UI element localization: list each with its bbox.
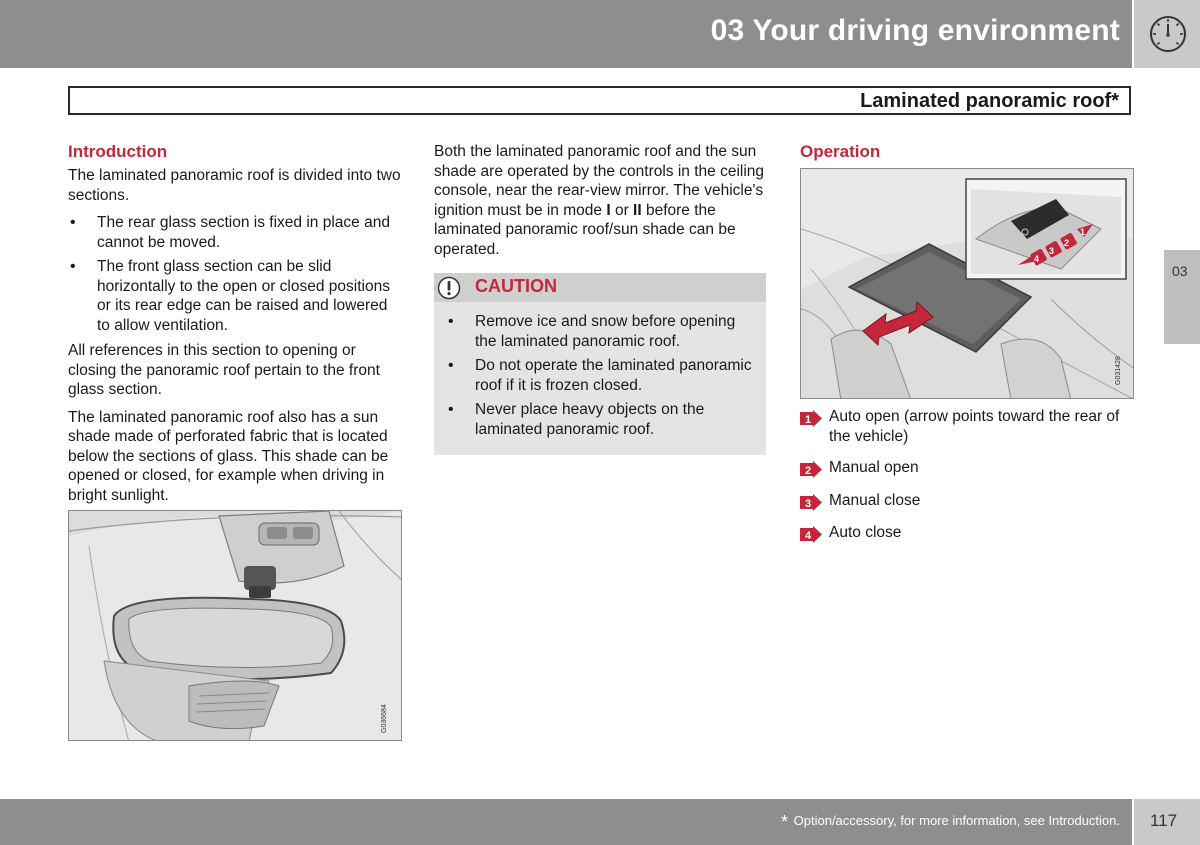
chapter-side-tab	[1164, 250, 1200, 344]
controls-column	[434, 142, 766, 455]
intro-paragraph: The laminated panoramic roof is divided into two sections.	[68, 167, 401, 204]
caution-header	[434, 273, 766, 302]
speedometer-icon	[1148, 14, 1188, 54]
list-item: • The front glass section can be slid horizontally to the open or closed positions or its rear edge can be raised and lowered to allow ventilation.	[68, 257, 404, 335]
rear-view-mirror-illustration	[68, 510, 402, 741]
list-item: • Never place heavy objects on the laminated panoramic roof.	[446, 400, 754, 439]
references-paragraph: All references in this section to opening or closing the panoramic roof pertain to the front glass section.	[68, 342, 380, 398]
caution-box	[434, 273, 766, 455]
figure-marker: 2	[1064, 238, 1070, 248]
figure-code: G036684	[381, 704, 388, 733]
page-number-box	[1134, 799, 1200, 845]
footnote-text: Option/accessory, for more information, see Introduction.	[793, 813, 1120, 828]
roof-drawing	[801, 169, 1134, 399]
footer-bar	[0, 799, 1132, 845]
legend-text: Manual open	[829, 459, 919, 476]
intro-bullet-list	[68, 213, 404, 335]
controls-text-end: before the laminated panoramic roof/sun shade can be operated.	[434, 201, 736, 258]
chapter-tab-label: 03	[1172, 263, 1188, 279]
legend-number: 4	[805, 530, 812, 542]
controls-text-start: Both the laminated panoramic roof and the sun shade are operated by the controls in the ceiling console, near the rear-view mirror. The vehicle's ignition must be in mode	[434, 143, 765, 219]
footnote	[781, 812, 1120, 833]
figure-code: G031428	[1115, 356, 1122, 385]
mirror-drawing	[69, 511, 402, 741]
figure-marker: 1	[1080, 227, 1086, 237]
section-title: Laminated panoramic roof*	[860, 90, 1119, 112]
legend-item	[800, 491, 1134, 511]
operation-legend	[800, 407, 1134, 556]
introduction-heading: Introduction	[68, 142, 168, 161]
ignition-mode-one: I	[606, 201, 611, 219]
legend-item	[800, 407, 1134, 446]
red-arrow-marker-icon	[800, 461, 822, 478]
operation-column	[800, 142, 1134, 166]
section-title-bar	[68, 86, 1131, 115]
operation-heading: Operation	[800, 142, 881, 161]
legend-number: 1	[805, 414, 812, 426]
chapter-header-bar	[0, 0, 1200, 68]
warning-exclamation-icon	[437, 276, 461, 300]
list-item: • The rear glass section is fixed in place and cannot be moved.	[68, 213, 404, 252]
legend-text: Auto close	[829, 524, 902, 541]
footnote-star: *	[781, 812, 789, 832]
legend-text: Manual close	[829, 491, 921, 509]
page-number: 117	[1150, 811, 1178, 830]
chapter-title: 03 Your driving environment	[710, 14, 1120, 47]
red-arrow-marker-icon	[800, 526, 822, 543]
figure-marker: 4	[1034, 254, 1040, 264]
caution-bullet-list	[434, 302, 766, 439]
controls-text-or: or	[610, 201, 634, 219]
legend-number: 2	[805, 465, 812, 477]
sun-shade-paragraph: The laminated panoramic roof also has a sun shade made of perforated fabric that is located below the sections of glass. This shade can be opened or closed, for example when driving in bright sunlight.	[68, 408, 389, 504]
red-arrow-marker-icon	[800, 494, 822, 511]
red-arrow-marker-icon	[800, 410, 822, 427]
legend-number: 3	[805, 497, 812, 510]
controls-paragraph	[434, 142, 766, 259]
panoramic-roof-illustration	[800, 168, 1134, 399]
figure-marker: 3	[1049, 246, 1055, 256]
ignition-mode-two: II	[633, 201, 642, 219]
caution-label: CAUTION	[475, 276, 557, 296]
legend-item	[800, 523, 1134, 543]
list-item: • Do not operate the laminated panoramic roof if it is frozen closed.	[446, 356, 754, 395]
legend-item	[800, 458, 1134, 478]
chapter-icon-box	[1132, 0, 1200, 68]
list-item: • Remove ice and snow before opening the laminated panoramic roof.	[446, 312, 754, 351]
legend-text: Auto open (arrow points toward the rear of the vehicle)	[829, 408, 1120, 445]
introduction-column	[68, 142, 404, 513]
